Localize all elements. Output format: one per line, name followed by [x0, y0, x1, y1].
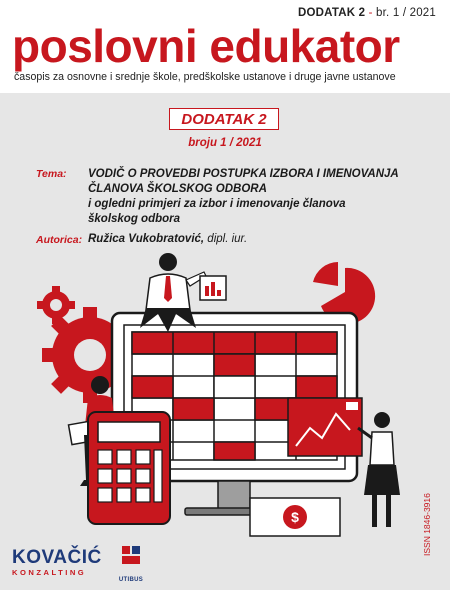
calculator [88, 412, 170, 524]
supplement-issue: broju 1 / 2021 [188, 137, 262, 149]
partner-logo [116, 546, 146, 583]
magazine-subtitle: časopis za osnovne i srednje škole, predškolske ustanove i druge javne ustanove [14, 71, 396, 83]
logo-sub-text: KONZALTING [12, 568, 87, 577]
topic-text [88, 167, 418, 227]
issue-separator: - [365, 7, 377, 19]
logo-main-text: KOVAČIĆ [12, 547, 102, 568]
chart-board [288, 398, 362, 456]
partner-logo-text: UTIBUS [118, 577, 144, 583]
dollar-icon: $ [291, 509, 299, 525]
topic-line: i ogledni primjeri za izbor i imenovanje članova [88, 198, 346, 210]
topic-line: VODIČ O PROVEDBI POSTUPKA IZBORA I IMENOVANJA [88, 168, 399, 180]
woman-presenting-figure [358, 412, 400, 527]
small-gear-icon [37, 286, 75, 324]
cover-illustration [0, 250, 450, 550]
author [88, 233, 247, 245]
issue-line [298, 7, 436, 19]
money-bill [250, 498, 340, 536]
magazine-title: poslovni edukator [12, 20, 400, 72]
kovacic-logo [12, 548, 102, 578]
topic-label: Tema: [36, 168, 67, 180]
author-name: Ružica Vukobratović, [88, 233, 205, 245]
topic-line: školskog odbora [88, 213, 181, 225]
author-label: Autorica: [36, 234, 83, 246]
partner-logo-mark [116, 546, 146, 572]
issn: ISSN 1846-3916 [422, 493, 432, 556]
supplement-badge: DODATAK 2 [169, 108, 279, 130]
author-title: dipl. iur. [204, 233, 248, 245]
issue-label: DODATAK 2 [298, 7, 366, 19]
topic-line: ČLANOVA ŠKOLSKOG ODBORA [88, 183, 267, 195]
issue-number: br. 1 / 2021 [376, 7, 436, 19]
